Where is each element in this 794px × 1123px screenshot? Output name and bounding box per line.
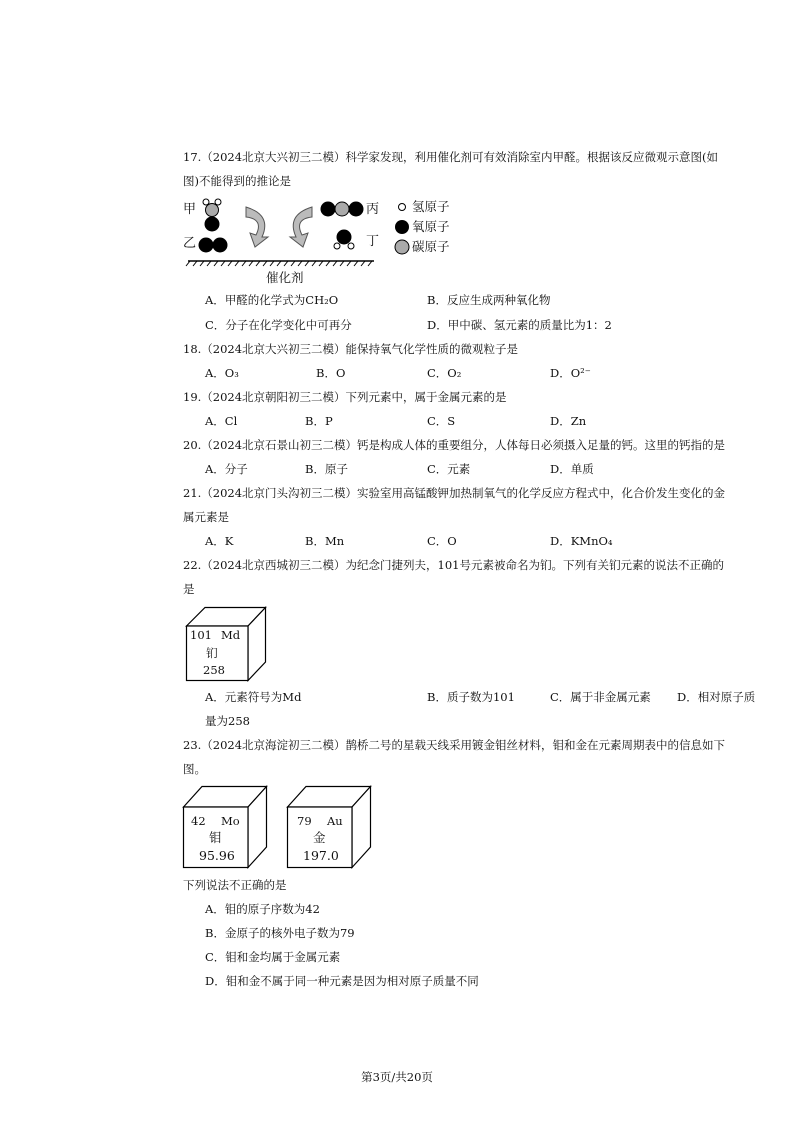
q22-option-d[interactable]: D．相对原子质: [677, 690, 756, 704]
o-atom: [349, 202, 364, 217]
q17-option-d[interactable]: [427, 318, 612, 332]
o-atom-legend-icon: [395, 220, 409, 234]
legend-h-label: 氢原子: [412, 199, 450, 214]
q21-option-a[interactable]: A．K: [205, 534, 234, 548]
h-atom: [348, 243, 354, 249]
q17-option-c[interactable]: [205, 318, 352, 332]
option-letter: A．: [205, 293, 225, 307]
c-atom: [335, 202, 349, 216]
q19-option-d[interactable]: D．Zn: [550, 414, 587, 428]
q17-stem-line2: 图)不能得到的推论是: [183, 174, 291, 188]
q23-option-a[interactable]: A．钼的原子序数为42: [205, 902, 320, 916]
o-atom: [321, 202, 336, 217]
option-letter: B．: [427, 293, 447, 307]
element-cell-mo: [183, 786, 267, 868]
c-atom-legend-icon: [395, 240, 409, 254]
q20-stem: 20.（2024北京石景山初三二模）钙是构成人体的重要组分，人体每日必须摄入足量的钙。这里的钙指的是: [183, 438, 726, 452]
option-letter: C．: [205, 318, 226, 332]
q19-option-b[interactable]: B．P: [305, 414, 333, 428]
atomic-number: 101: [190, 628, 212, 642]
q17-option-a[interactable]: [205, 293, 338, 307]
q19-option-c[interactable]: C．S: [427, 414, 456, 428]
atomic-number: 79: [297, 814, 312, 828]
q21-option-d[interactable]: D．KMnO₄: [550, 534, 613, 548]
h-atom: [215, 199, 221, 205]
q19-option-a[interactable]: A．Cl: [205, 414, 238, 428]
q19-stem: 19.（2024北京朝阳初三二模）下列元素中，属于金属元素的是: [183, 390, 507, 404]
curved-arrow-icon: [246, 207, 268, 247]
element-name: 钼: [209, 830, 222, 845]
o-atom: [205, 217, 220, 232]
q17-reaction-diagram: [180, 195, 380, 290]
q20-option-c[interactable]: C．元素: [427, 462, 471, 476]
curved-arrow-icon: [290, 207, 312, 247]
q20-option-a[interactable]: A．分子: [205, 462, 248, 476]
h-atom-legend-icon: [399, 204, 406, 211]
element-cell-md: [186, 607, 266, 681]
element-symbol: Mo: [221, 814, 240, 828]
q18-option-c[interactable]: C．O₂: [427, 366, 462, 380]
atomic-mass: 258: [203, 663, 225, 677]
q23-stem-line2: 图。: [183, 762, 206, 776]
o-atom: [213, 238, 228, 253]
atomic-mass: 95.96: [199, 848, 235, 863]
q22-option-a[interactable]: A．元素符号为Md: [205, 690, 302, 704]
legend-o-label: 氧原子: [412, 219, 450, 234]
option-letter: D．: [427, 318, 448, 332]
element-name: 钔: [206, 646, 218, 660]
q21-stem-line1: 21.（2024北京门头沟初三二模）实验室用高锰酸钾加热制氧气的化学反应方程式中，化合价发生变化的金: [183, 486, 726, 500]
element-cube: [186, 607, 266, 681]
atomic-mass: 197.0: [303, 848, 339, 863]
q23-stem-line1: 23.（2024北京海淀初三二模）鹊桥二号的星载天线采用镀金钼丝材料，钼和金在元素周期表中的信息如下: [183, 738, 726, 752]
q17-option-b[interactable]: [427, 293, 550, 307]
q22-option-b[interactable]: B．质子数为101: [427, 690, 515, 704]
atomic-number: 42: [191, 814, 206, 828]
o-atom: [199, 238, 214, 253]
label-bing: 丙: [366, 202, 380, 217]
element-name: 金: [313, 830, 326, 845]
label-ding: 丁: [366, 234, 380, 249]
label-jia: 甲: [183, 202, 197, 217]
atom-legend: [394, 198, 464, 260]
option-text: 反应生成两种氧化物: [446, 293, 551, 307]
q23-option-c[interactable]: C．钼和金均属于金属元素: [205, 950, 341, 964]
q22-stem-line1: 22.（2024北京西城初三二模）为纪念门捷列夫，101号元素被命名为钔。下列有关钔元素的说法不正确的: [183, 558, 725, 572]
element-cell-au: [287, 786, 371, 868]
page-number: 第3页/共20页: [361, 1070, 433, 1084]
q18-option-b[interactable]: B．O: [316, 366, 346, 380]
q23-sub-stem: 下列说法不正确的是: [183, 878, 287, 892]
q21-option-b[interactable]: B．Mn: [305, 534, 345, 548]
q18-stem: 18.（2024北京大兴初三二模）能保持氧气化学性质的微观粒子是: [183, 342, 519, 356]
q20-option-d[interactable]: D．单质: [550, 462, 594, 476]
q17-stem-line1: 17.（2024北京大兴初三二模）科学家发现，利用催化剂可有效消除室内甲醛。根据该反应微观示意图(如: [183, 150, 719, 164]
q20-option-b[interactable]: B．原子: [305, 462, 348, 476]
q18-option-d[interactable]: D．O²⁻: [550, 366, 591, 380]
q22-option-d-continued: 量为258: [205, 714, 250, 728]
q23-option-d[interactable]: D．钼和金不属于同一种元素是因为相对原子质量不同: [205, 974, 479, 988]
option-text: 甲醛的化学式为CH₂O: [224, 293, 339, 307]
legend-c-label: 碳原子: [412, 239, 450, 254]
label-yi: 乙: [183, 236, 197, 251]
c-atom: [206, 204, 219, 217]
q21-stem-line2: 属元素是: [183, 510, 229, 524]
option-text: 甲中碳、氢元素的质量比为1：2: [447, 318, 612, 332]
q18-option-a[interactable]: A．O₃: [205, 366, 239, 380]
q22-option-c[interactable]: C．属于非金属元素: [550, 690, 651, 704]
q23-option-b[interactable]: B．金原子的核外电子数为79: [205, 926, 355, 940]
element-symbol: Md: [221, 628, 241, 642]
option-text: 分子在化学变化中可再分: [225, 318, 352, 332]
element-symbol: Au: [327, 814, 343, 828]
h-atom: [203, 199, 209, 205]
catalyst-label: 催化剂: [266, 270, 304, 285]
h-atom: [334, 243, 340, 249]
q21-option-c[interactable]: C．O: [427, 534, 457, 548]
q22-stem-line2: 是: [183, 582, 195, 596]
o-atom: [337, 230, 352, 245]
